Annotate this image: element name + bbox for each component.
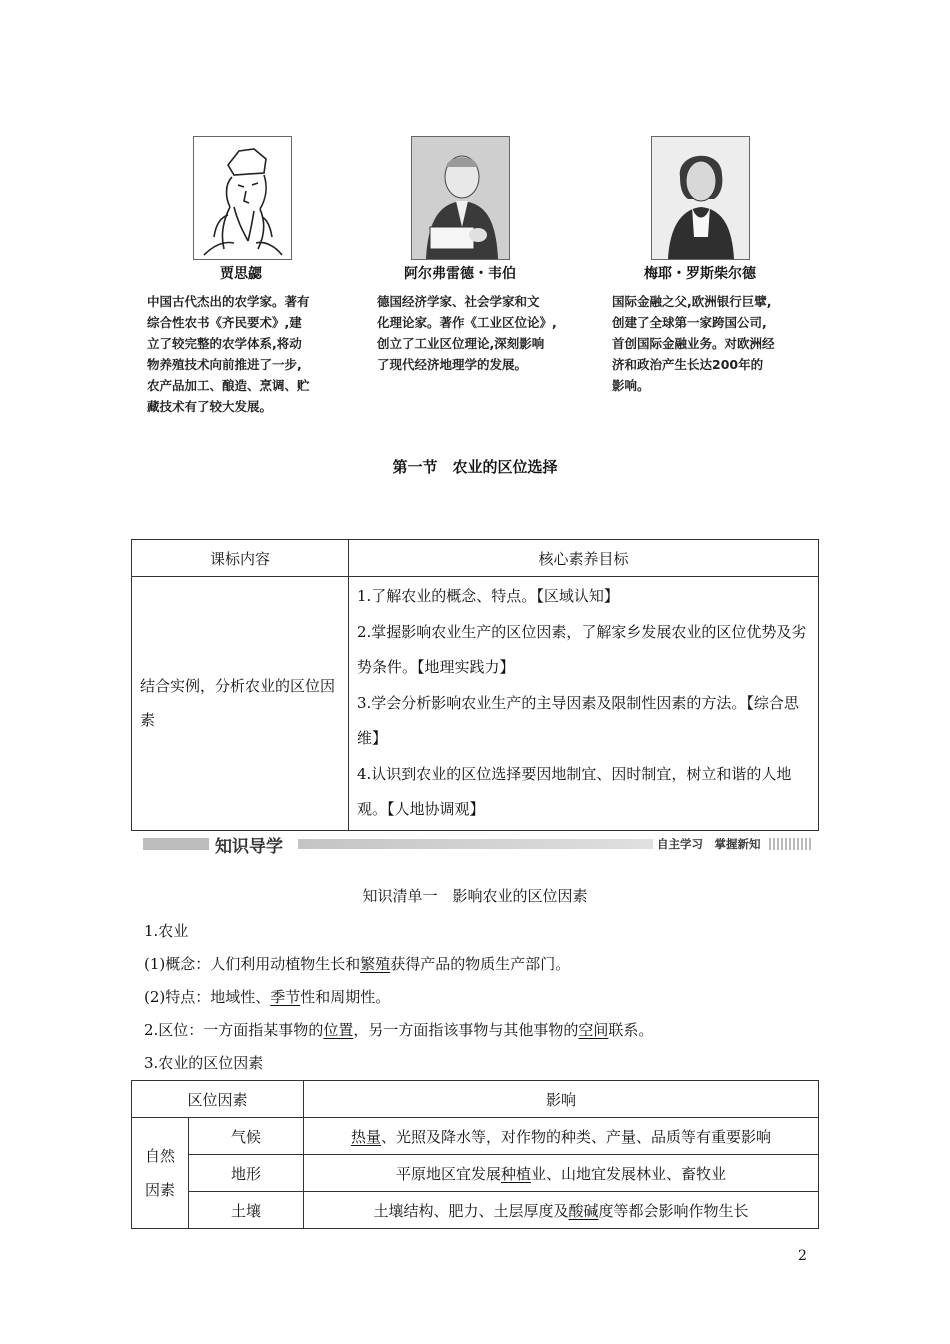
factor-cell: 气候 xyxy=(189,1118,304,1155)
factor-cell: 土壤 xyxy=(189,1192,304,1229)
table-header: 课标内容 xyxy=(132,540,349,577)
impact-cell: 热量、光照及降水等，对作物的种类、产量、品质等有重要影响 xyxy=(304,1118,819,1155)
factor-group-cell: 自然因素 xyxy=(132,1118,189,1229)
portrait-name-2: 阿尔弗雷德・韦伯 xyxy=(404,266,516,282)
goal-item: 3.学会分析影响农业生产的主导因素及限制性因素的方法。【综合思维】 xyxy=(357,693,799,747)
text-line: (1)概念：人们利用动植物生长和繁殖获得产品的物质生产部门。 xyxy=(144,955,571,973)
goals-cell xyxy=(349,577,819,831)
banner-decor-left xyxy=(143,838,209,850)
curriculum-table xyxy=(131,539,819,831)
portrait-jia-sixie xyxy=(193,136,292,260)
goal-item: 1.了解农业的概念、特点。【区域认知】 xyxy=(357,587,619,605)
location-factors-table xyxy=(131,1080,819,1229)
factor-cell: 地形 xyxy=(189,1155,304,1192)
text-line: 2.区位：一方面指某事物的位置，另一方面指该事物与其他事物的空间联系。 xyxy=(144,1021,654,1039)
answer-underline: 位置 xyxy=(323,1021,354,1039)
banner-decor-stripes xyxy=(769,838,811,850)
portrait-name-3: 梅耶・罗斯柴尔德 xyxy=(644,266,756,282)
answer-underline: 空间 xyxy=(578,1021,609,1039)
table-header: 影响 xyxy=(304,1081,819,1118)
portrait-desc-2: 德国经济学家、社会学家和文 化理论家。著作《工业区位论》, 创立了工业区位理论,深刻影响 了现代经济地理学的发展。 xyxy=(377,294,557,372)
impact-cell: 土壤结构、肥力、土层厚度及酸碱度等都会影响作物生长 xyxy=(304,1192,819,1229)
table-header: 核心素养目标 xyxy=(349,540,819,577)
answer-underline: 季节 xyxy=(270,988,301,1006)
impact-cell: 平原地区宜发展种植业、山地宜发展林业、畜牧业 xyxy=(304,1155,819,1192)
page-number: 2 xyxy=(798,1248,807,1264)
banner-subtitle: 自主学习 掌握新知 xyxy=(653,836,765,852)
banner-title: 知识导学 xyxy=(215,837,283,857)
portrait-mayer-rothschild xyxy=(651,136,750,260)
answer-underline: 繁殖 xyxy=(360,955,391,973)
portrait-alfred-weber xyxy=(411,136,510,260)
portrait-desc-3: 国际金融之父,欧洲银行巨擘, 创建了全球第一家跨国公司, 首创国际金融业务。对欧洲经 济和政治产生长达200年的 影响。 xyxy=(612,294,775,393)
goal-item: 4.认识到农业的区位选择要因地制宜、因时制宜，树立和谐的人地观。【人地协调观】 xyxy=(357,764,792,818)
text-line: (2)特点：地域性、季节性和周期性。 xyxy=(144,988,391,1006)
curriculum-content-cell: 结合实例，分析农业的区位因素 xyxy=(132,577,349,831)
goal-item: 2.掌握影响农业生产的区位因素，了解家乡发展农业的区位优势及劣势条件。【地理实践力】 xyxy=(357,622,807,676)
knowledge-guide-banner xyxy=(143,832,811,856)
text-line: 1.农业 xyxy=(144,922,189,940)
section-title: 第一节 农业的区位选择 xyxy=(392,458,558,476)
knowledge-list-title: 知识清单一 影响农业的区位因素 xyxy=(362,887,588,905)
table-header: 区位因素 xyxy=(132,1081,304,1118)
portrait-desc-1: 中国古代杰出的农学家。著有 综合性农书《齐民要术》,建 立了较完整的农学体系,将动 物养殖技术向前推进了一步, 农产品加工、酿造、烹调、贮 藏技术有了较大发展。 xyxy=(147,294,310,414)
text-line: 3.农业的区位因素 xyxy=(144,1054,264,1072)
portrait-name-1: 贾思勰 xyxy=(220,266,262,282)
